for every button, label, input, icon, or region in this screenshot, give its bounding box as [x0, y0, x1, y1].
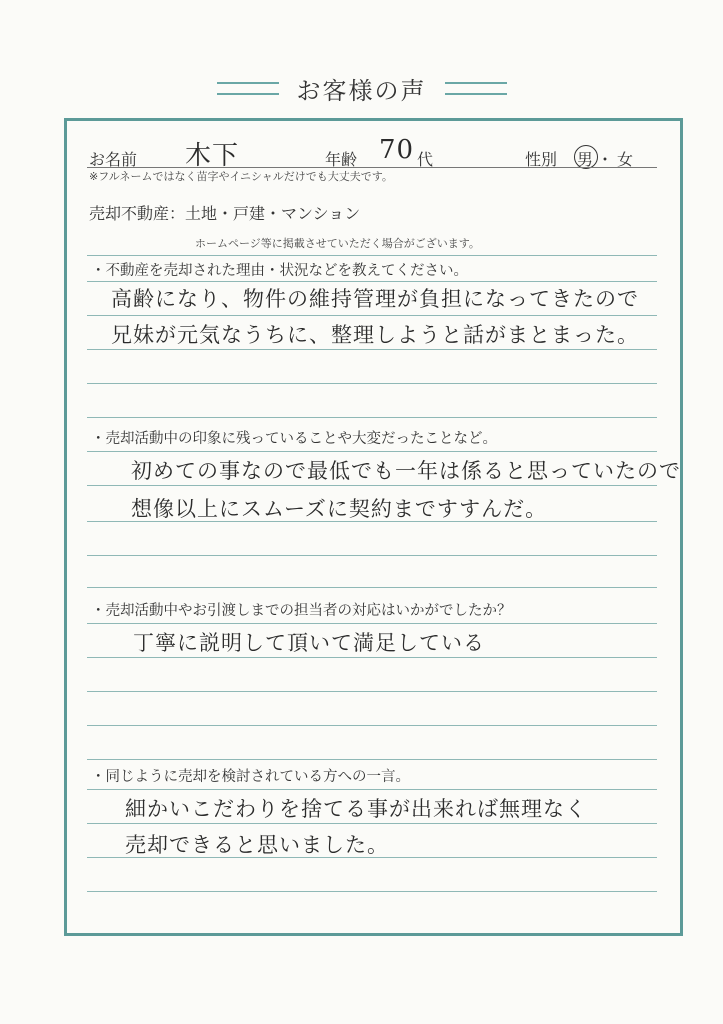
question-advice: ・同じように売却を検討されている方への一言。 [91, 769, 410, 785]
question-reason: ・不動産を売却された理由・状況などを教えてください。 [91, 263, 468, 279]
answer-impression-line-1: 初めての事なので最低でも一年は係ると思っていたので [131, 459, 681, 483]
property-types: 売却不動産：土地・戸建・マンション [89, 204, 361, 223]
ruled-line [87, 891, 657, 892]
ruled-line [87, 759, 657, 760]
ruled-line [87, 691, 657, 692]
title-decoration-right [445, 82, 507, 95]
age-value: 70 [379, 135, 415, 165]
answer-reason-line-1: 高齢になり、物件の維持管理が負担になってきたので [111, 287, 639, 311]
name-value: 木下 [185, 141, 240, 171]
section-divider [87, 255, 657, 256]
title-banner [0, 70, 723, 106]
answer-impression-line-2: 想像以上にスムーズに契約まですすんだ。 [131, 497, 548, 521]
gender-label: 性別 [525, 150, 558, 169]
ruled-line [87, 725, 657, 726]
ruled-line [87, 281, 657, 282]
page-title: お客様の声 [296, 76, 427, 105]
question-staff: ・売却活動中やお引渡しまでの担当者の対応はいかがでしたか？ [91, 603, 512, 619]
answer-staff-line-1: 丁寧に説明して頂いて満足している [133, 631, 485, 655]
ruled-line [87, 521, 657, 522]
gender-male-option: 男 [577, 150, 594, 169]
ruled-line [87, 623, 657, 624]
question-impression: ・売却活動中の印象に残っていることや大変だったことなど。 [91, 431, 497, 447]
answer-reason-line-2: 兄妹が元気なうちに、整理しようと話がまとまった。 [111, 323, 639, 347]
ruled-line [87, 315, 657, 316]
ruled-line [87, 657, 657, 658]
name-label: お名前 [89, 150, 138, 169]
ruled-line [87, 587, 657, 588]
ruled-line [87, 485, 657, 486]
ruled-line [87, 383, 657, 384]
ruled-line [87, 417, 657, 418]
gender-separator: ・ [597, 150, 614, 169]
answer-advice-line-2: 売却できると思いました。 [125, 833, 389, 857]
ruled-line [87, 555, 657, 556]
age-label: 年齢 [325, 150, 358, 169]
gender-female-option: 女 [617, 150, 634, 169]
survey-form [64, 118, 683, 936]
ruled-line [87, 349, 657, 350]
age-unit: 代 [417, 150, 434, 169]
name-note: ※フルネームではなく苗字やイニシャルだけでも大丈夫です。 [89, 170, 393, 183]
title-decoration-left [217, 82, 279, 95]
ruled-line [87, 789, 657, 790]
ruled-line [87, 823, 657, 824]
publish-note: ホームページ等に掲載させていただく場合がございます。 [195, 237, 480, 250]
ruled-line [87, 857, 657, 858]
ruled-line [87, 451, 657, 452]
answer-advice-line-1: 細かいこだわりを捨てる事が出来れば無理なく [125, 797, 587, 821]
